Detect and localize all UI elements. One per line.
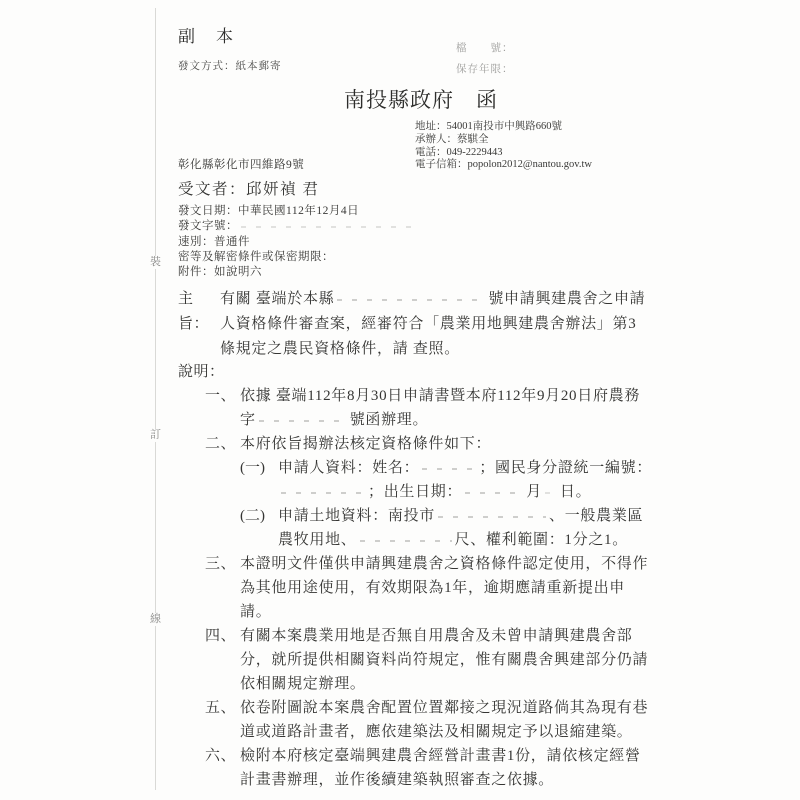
sub2-part3: 尺、權利範圍：1分之1。 [454,532,628,548]
subject-text [220,287,646,362]
description-item-2-sub-1 [240,456,652,504]
subject-section [178,287,646,362]
redaction-mark [465,492,523,494]
meta-block [178,204,419,280]
document-title: 南投縣政府 函 [344,88,498,112]
redaction-mark [259,420,347,422]
sub1-part4: 月 [526,484,542,500]
recipient-address: 彰化縣彰化市四維路9號 [178,159,305,171]
meta-doc-number [178,219,419,234]
agency-address: 地址：54001南投市中興路660號 [415,121,562,132]
redaction-mark [545,492,557,494]
meta-doc-number-label: 發文字號： [178,220,238,233]
sub-item-number: (一) [240,460,265,476]
binding-char-zhuang: 裝 [150,256,161,268]
agency-phone: 電話：049-2229443 [415,146,503,158]
agency-contact: 承辦人：蔡騏全 [415,133,489,145]
item-text: 檢附本府核定臺端興建農舍經營計畫書1份，請依核定經營計畫書辦理，並作後續建築執照審查之依據。 [240,748,641,788]
item-number: 一、 [205,388,237,404]
sub1-part1: 申請人資料：姓名： [278,460,420,476]
item-text: 依卷附圖說本案農舍配置位置鄰接之現況道路倘其為現有巷道或道路計畫者，應依建築法及相關規定予以退縮建築。 [240,700,649,740]
description-item-4 [205,624,652,696]
meta-attachment: 附件：如說明六 [178,266,262,279]
item-text: 本府依旨揭辦法核定資格條件如下： [240,436,492,452]
recipient-name: 受文者：邱妍禎 君 [178,181,320,198]
item-number: 二、 [205,436,237,452]
description-label: 說明： [178,364,225,380]
binding-char-xian: 線 [150,613,161,625]
item-text [240,384,652,432]
subject-text-part2: 號申請興建農舍之申請人資格條件審查案，經審符合「農業用地興建農舍辦法」第3條規定之農民資格條件，請 查照。 [220,291,646,357]
redaction-mark [337,299,485,301]
redaction-mark [281,492,365,494]
item-number: 四、 [205,628,237,644]
meta-speed: 速別：普通件 [178,235,250,248]
item-number: 六、 [205,748,237,764]
retention-period-label: 保存年限： [456,64,514,75]
description-item-1 [205,384,652,432]
description-item-5 [205,696,652,744]
description-item-2 [205,432,652,456]
redaction-mark [438,516,546,518]
description-item-3 [205,552,652,624]
sub1-part5: 日。 [559,484,592,500]
delivery-method: 發文方式：紙本郵寄 [178,61,282,72]
description-item-2-sub-2 [240,504,652,552]
description-section [178,360,652,792]
item-number: 三、 [205,556,237,572]
agency-email: 電子信箱：popolon2012@nantou.gov.tw [415,159,592,171]
file-number-label: 檔 號： [456,43,514,54]
binding-char-ding: 訂 [150,429,161,441]
meta-date: 發文日期：中華民國112年12月4日 [178,205,360,217]
description-item-6 [205,744,652,792]
binding-line [155,8,156,790]
item1-part2: 號函辦理。 [349,412,429,428]
item-text: 有關本案農業用地是否無自用農舍及未曾申請興建農舍部分，就所提供相關資料尚符規定，惟有關農舍興建部分仍請依相關規定辦理。 [240,628,649,692]
sub-item-number: (二) [240,508,265,524]
sub-item-text [278,504,652,552]
sub2-part2: 、一般農業區農牧用地、 [278,508,644,548]
item1-part1: 依據 臺端112年8月30日申請書暨本府112年9月20日府農務字 [240,388,641,428]
sub2-part1: 申請土地資料：南投市 [278,508,436,524]
agency-info-block [415,121,592,172]
redaction-mark [422,468,476,470]
subject-text-part1: 有關 臺端於本縣 [220,291,335,307]
meta-security: 密等及解密條件或保密期限： [178,250,334,263]
copy-label: 副 本 [178,27,235,46]
redaction-mark [241,226,416,228]
redaction-mark [360,540,452,542]
sub-item-text [278,456,652,504]
sub1-part3: ；出生日期： [368,484,463,500]
item-text: 本證明文件僅供申請興建農舍之資格條件認定使用，不得作為其他用途使用，有效期限為1年，逾期應請重新提出申請。 [240,556,649,620]
sub1-part2: ；國民身分證統一編號： [479,460,653,476]
subject-label: 主旨： [178,291,210,332]
item-number: 五、 [205,700,237,716]
